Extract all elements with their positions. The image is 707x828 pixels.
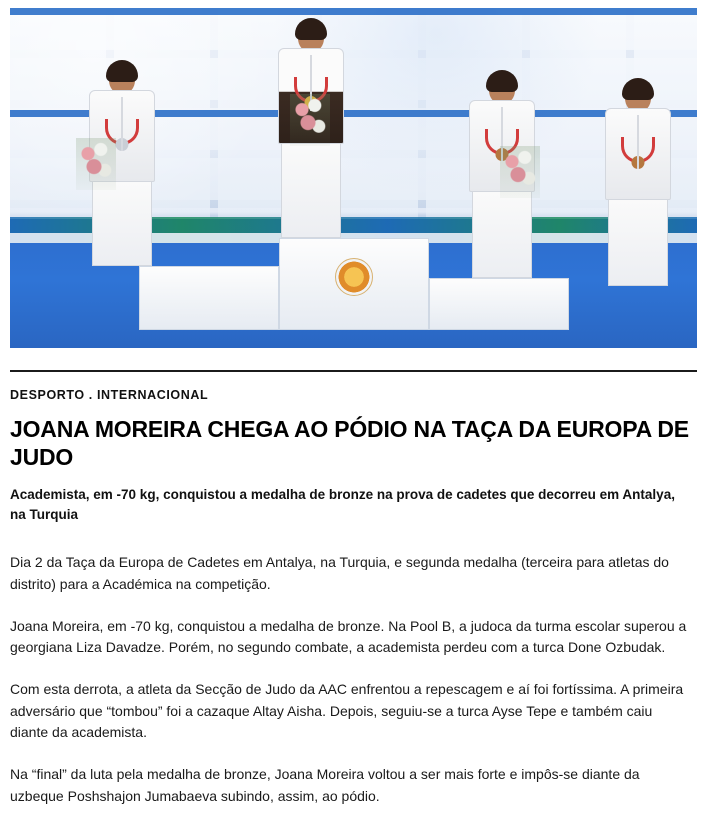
article-kicker: DESPORTO . INTERNACIONAL: [10, 388, 209, 402]
bouquet-icon: [500, 146, 540, 198]
article-body: [10, 552, 688, 807]
board-strip-top: [10, 8, 697, 15]
athlete-legs: [92, 182, 152, 266]
bouquet-icon: [290, 94, 330, 146]
medal-disc-silver: [116, 138, 129, 151]
article-paragraph: Dia 2 da Taça da Europa de Cadetes em Antalya, na Turquia, e segunda medalha (terceira para atletas do distrito) para a Académica na competição.: [10, 554, 669, 592]
medal-ribbon-bronze: [621, 137, 655, 163]
athlete-legs: [281, 144, 341, 238]
athlete-legs: [472, 192, 532, 278]
podium-emblem-icon: [335, 258, 373, 296]
athlete-bronze-2: [598, 82, 678, 286]
medal-disc-bronze: [632, 156, 645, 169]
bouquet-icon: [76, 138, 116, 190]
article-hero-image: [10, 8, 697, 348]
section-divider: [10, 370, 697, 372]
athlete-legs: [608, 200, 668, 286]
podium-block-third: [429, 278, 569, 330]
podium-block-second: [139, 266, 279, 330]
athlete-gold: [268, 22, 354, 238]
article-page: [0, 8, 707, 808]
hair-icon: [295, 18, 327, 40]
athlete-bronze-1: [462, 74, 542, 278]
article-paragraph: Com esta derrota, a atleta da Secção de Judo da AAC enfrentou a repescagem e aí foi fortíssima. A primeira adversário que “tombou” foi a cazaque Altay Aisha. Depois, seguiu-se a turca Ayse Tepe e também caiu diante da academista.: [10, 681, 684, 741]
article-standfirst: Academista, em -70 kg, conquistou a medalha de bronze na prova de cadetes que decorreu em Antalya, na Turquia: [10, 487, 675, 522]
hair-icon: [622, 78, 654, 100]
athlete-silver: [82, 64, 162, 266]
hair-icon: [106, 60, 138, 82]
judogi: [605, 108, 671, 200]
article-paragraph: Joana Moreira, em -70 kg, conquistou a medalha de bronze. Na Pool B, a judoca da turma escolar superou a georgiana Liza Davadze. Porém, no segundo combate, a academista perdeu com a turca Done Ozbudak.: [10, 617, 687, 656]
hair-icon: [486, 70, 518, 92]
article-paragraph: Na “final” da luta pela medalha de bronze, Joana Moreira voltou a ser mais forte e impôs-se diante da uzbeque Poshshajon Jumabaeva subindo, assim, ao pódio.: [10, 766, 640, 804]
page-title: JOANA MOREIRA CHEGA AO PÓDIO NA TAÇA DA EUROPA DE JUDO: [10, 416, 689, 470]
